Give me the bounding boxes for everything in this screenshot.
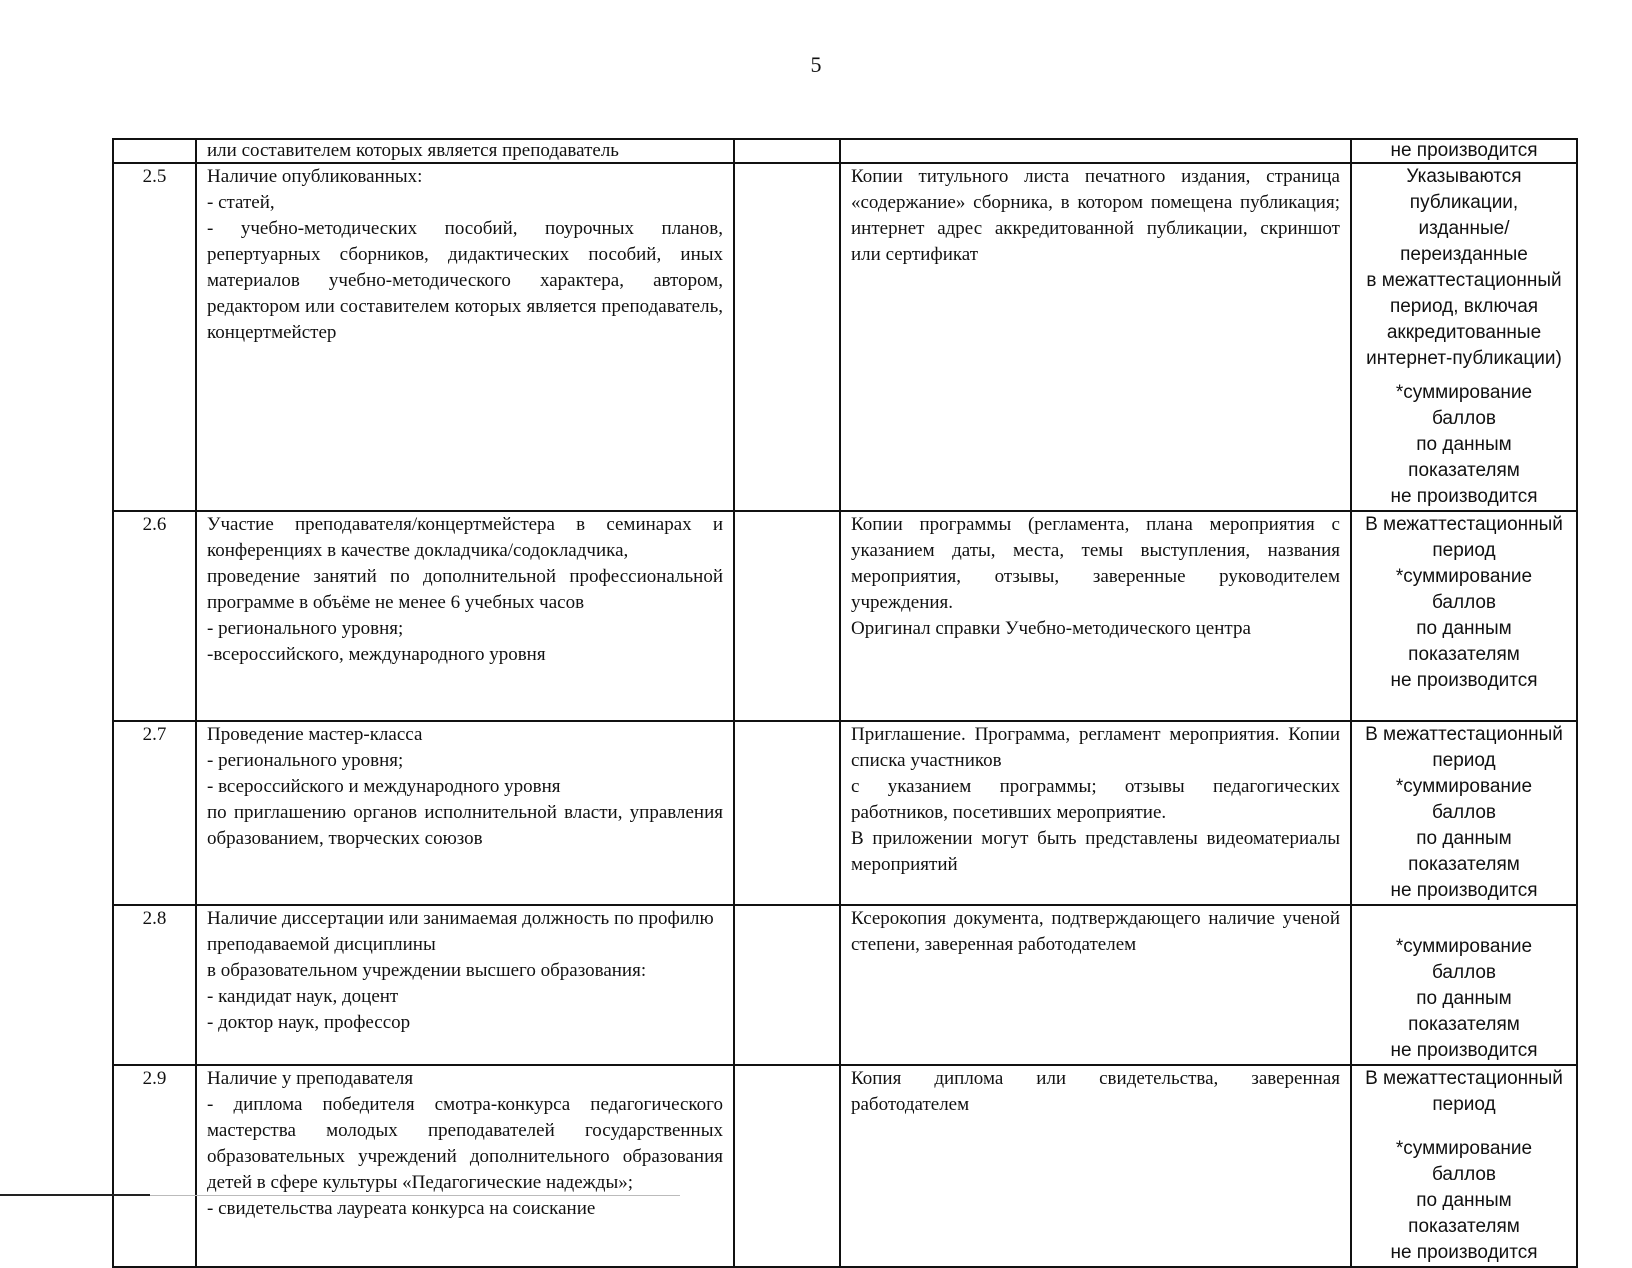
note-text: период [1432,540,1496,561]
documents-text: Копии программы (регламента, плана мероприятия с указанием даты, места, темы выступления, названия мероприятия, отзывы, заверенные руководителем учреждения. [851,514,1340,613]
note-cell [1351,163,1577,511]
criterion-text: Наличие у преподавателя [207,1068,414,1089]
note-text: публикации, изданные/ [1409,192,1519,239]
criterion-text: - регионального уровня; [207,750,404,771]
note-text: по данным показателям [1408,828,1520,875]
criterion-cell [196,163,734,511]
score-cell [734,139,840,163]
documents-text: с указанием программы; отзывы педагогических работников, посетивших мероприятие. [851,776,1340,823]
table-row [113,1065,1577,1267]
table-row [113,139,1577,163]
criterion-text: в образовательном учреждении высшего образования: [207,960,647,981]
note-text: *суммирование баллов [1395,382,1533,429]
criterion-text: - диплома победителя смотра-конкурса педагогического мастерства молодых преподавателей государственных образовательных учреждений дополнительного образования детей в сфере культуры «Педагогические надежды»; [207,1094,723,1193]
criterion-cell [196,511,734,721]
score-cell [734,1065,840,1267]
note-text: по данным показателям [1408,434,1520,481]
documents-text: Копия диплома или свидетельства, заверенная работодателем [851,1068,1340,1115]
table-row [113,511,1577,721]
criterion-text: - статей, [207,192,275,213]
note-cell [1351,1065,1577,1267]
note-cell [1351,721,1577,905]
note-text: не производится [1390,670,1538,691]
note-text: не производится [1390,1040,1538,1061]
table-row [113,721,1577,905]
documents-text: Оригинал справки Учебно-методического центра [851,618,1251,639]
documents-cell [840,163,1351,511]
score-cell [734,905,840,1065]
criterion-cell [196,1065,734,1267]
note-cell [1351,511,1577,721]
criterion-text: - свидетельства лауреата конкурса на соискание [207,1198,596,1219]
documents-cell [840,1065,1351,1267]
documents-cell [840,139,1351,163]
note-text: период [1432,750,1496,771]
row-number: 2.8 [113,905,196,1065]
note-cell [1351,139,1577,163]
table-row [113,163,1577,511]
criterion-cell [196,139,734,163]
documents-cell [840,905,1351,1065]
criteria-table [112,138,1578,1268]
score-cell [734,163,840,511]
note-text: период [1432,1094,1496,1115]
documents-text: Копии титульного листа печатного издания, страница «содержание» сборника, в котором помещена публикация; интернет адрес аккредитованной публикации, скриншот или сертификат [851,166,1340,265]
note-text: период, включая [1389,296,1539,317]
criterion-cell [196,721,734,905]
scan-artifact-line [150,1195,680,1196]
note-text: *суммирование баллов [1395,776,1533,823]
note-cell [1351,905,1577,1065]
note-text: *суммирование баллов [1395,936,1533,983]
criterion-text: Наличие диссертации или занимаемая должность по профилю преподаваемой дисциплины [207,908,714,955]
row-number: 2.9 [113,1065,196,1267]
note-text: *суммирование баллов [1395,1138,1533,1185]
note-text: не производится [1390,880,1538,901]
note-text: по данным [1416,988,1512,1009]
criterion-text: Участие преподавателя/концертмейстера в семинарах и конференциях в качестве докладчика/содокладчика, [207,514,723,561]
footnote-rule [0,1194,150,1196]
criterion-cell [196,905,734,1065]
documents-text: В приложении могут быть представлены видеоматериалы мероприятий [851,828,1340,875]
note-text: В межаттестационный [1365,1068,1563,1089]
page-number: 5 [810,52,822,77]
note-text: показателям [1408,1014,1520,1035]
criterion-text: по приглашению органов исполнительной власти, управления образованием, творческих союзов [207,802,723,849]
criterion-text: или составителем которых является преподаватель [207,140,619,161]
note-text: не производится [1390,1242,1538,1263]
note-text: аккредитованные [1386,322,1542,343]
criterion-text: Наличие опубликованных: [207,166,423,187]
row-number: 2.7 [113,721,196,905]
documents-cell [840,511,1351,721]
documents-text: Ксерокопия документа, подтверждающего наличие ученой степени, заверенная работодателем [851,908,1340,955]
note-text: В межаттестационный [1365,724,1563,745]
criterion-text: Проведение мастер-класса [207,724,423,745]
criterion-text: - кандидат наук, доцент [207,986,399,1007]
documents-cell [840,721,1351,905]
criterion-text: -всероссийского, международного уровня [207,644,546,665]
row-number: 2.6 [113,511,196,721]
table-row [113,905,1577,1065]
row-number [113,139,196,163]
criterion-text: - регионального уровня; [207,618,404,639]
note-text: интернет-публикации) [1366,348,1562,369]
note-text: по данным показателям [1408,1190,1520,1237]
score-cell [734,721,840,905]
criterion-text: проведение занятий по дополнительной профессиональной программе в объёме не менее 6 учебных часов [207,566,723,613]
note-text: не производится [1390,486,1538,507]
score-cell [734,511,840,721]
note-text: не производится [1390,140,1538,161]
criterion-text: - доктор наук, профессор [207,1012,411,1033]
criterion-text: - учебно-методических пособий, поурочных планов, репертуарных сборников, дидактических пособий, иных материалов учебно-методического характера, автором, редактором или составителем которых является преподаватель, концертмейстер [207,218,723,343]
documents-text: Приглашение. Программа, регламент мероприятия. Копии списка участников [851,724,1340,771]
note-text: *суммирование баллов [1395,566,1533,613]
row-number: 2.5 [113,163,196,511]
note-text: Указываются [1406,166,1522,187]
note-text: в межаттестационный [1366,270,1562,291]
note-text: по данным показателям [1408,618,1520,665]
note-text: переизданные [1400,244,1528,265]
criterion-text: - всероссийского и международного уровня [207,776,561,797]
note-text: В межаттестационный [1365,514,1563,535]
